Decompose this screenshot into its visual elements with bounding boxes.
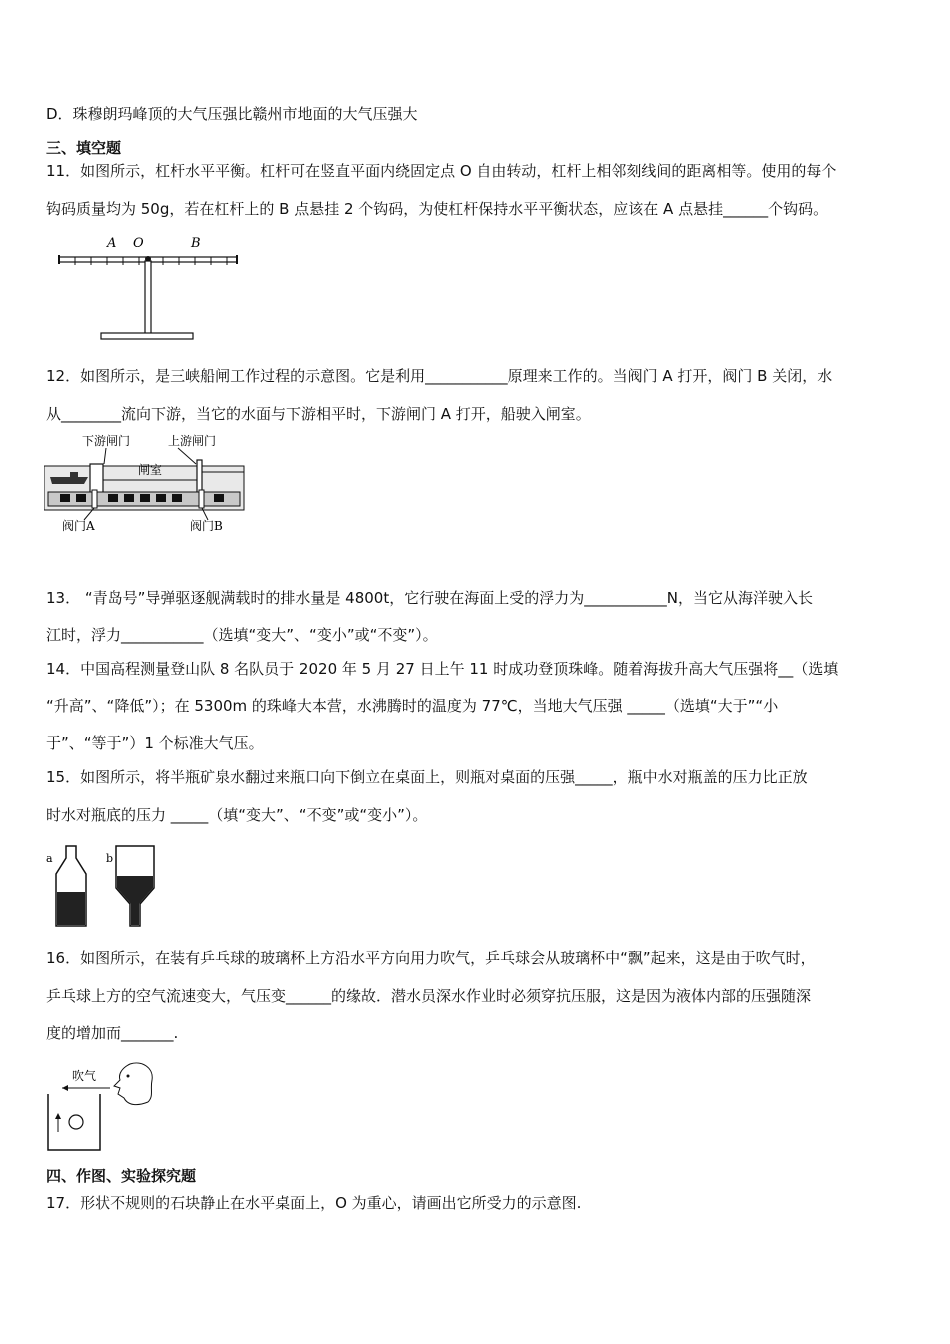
label-upstream-gate: 上游闸门 (168, 434, 217, 448)
valve-b (199, 490, 204, 508)
question-14-line-3: 于”、“等于”）1 个标准大气压。 (46, 734, 264, 752)
bottles-figure (46, 842, 166, 930)
question-16-line-3: 度的增加而_______. (46, 1024, 179, 1042)
section-3-heading: 三、填空题 (46, 139, 122, 157)
lever-label-o: O (133, 236, 144, 251)
label-downstream-gate: 下游闸门 (82, 434, 131, 448)
question-16-line-2: 乒乓球上方的空气流速变大，气压变______的缘故．潜水员深水作业时必须穿抗压服，这是因为液体内部的压强随深 (46, 987, 812, 1005)
question-14-line-2: “升高”、“降低”）；在 5300m 的珠峰大本营，水沸腾时的温度为 77℃，当地大气压强 _____（选填“大于”“小 (46, 697, 779, 715)
bottle-label-b: b (106, 852, 114, 865)
lever-stand (145, 261, 151, 335)
ping-pong-ball (69, 1115, 83, 1129)
ship-lock-figure (44, 430, 249, 540)
question-15-line-1: 15．如图所示，将半瓶矿泉水翻过来瓶口向下倒立在桌面上，则瓶对桌面的压强_____，瓶中水对瓶盖的压力比正放 (46, 768, 808, 786)
label-valve-b: 阀门B (190, 519, 223, 533)
question-14-line-1: 14．中国高程测量登山队 8 名队员于 2020 年 5 月 27 日上午 11 时成功登顶珠峰。随着海拔升高大气压强将__（选填 (46, 660, 839, 678)
question-12-line-2: 从________流向下游，当它的水面与下游相平时，下游闸门 A 打开，船驶入闸室。 (46, 405, 591, 423)
question-16-line-1: 16．如图所示，在装有乒乓球的玻璃杯上方沿水平方向用力吹气，乒乓球会从玻璃杯中“飘”起来，这是由于吹气时， (46, 949, 816, 967)
bottle-a-water (57, 892, 85, 925)
question-13-line-1: 13． “青岛号”导弹驱逐舰满载时的排水量是 4800t，它行驶在海面上受的浮力为___________N，当它从海洋驶入长 (46, 589, 813, 607)
label-valve-a: 阀门A (62, 519, 95, 533)
question-11-line-1: 11．如图所示，杠杆水平平衡。杠杆可在竖直平面内绕固定点 O 自由转动，杠杆上相邻刻线间的距离相等。使用的每个 (46, 162, 837, 180)
question-12-line-1: 12．如图所示，是三峡船闸工作过程的示意图。它是利用___________原理来工作的。当阀门 A 打开，阀门 B 关闭，水 (46, 367, 833, 385)
bottle-label-a: a (46, 852, 53, 865)
blowing-label: 吹气 (72, 1069, 97, 1083)
lever-base (101, 333, 193, 339)
question-15-line-2: 时水对瓶底的压力 _____（填“变大”、“不变”或“变小”）。 (46, 806, 428, 824)
label-chamber: 闸室 (138, 463, 163, 477)
option-d-line: D．珠穆朗玛峰顶的大气压强比赣州市地面的大气压强大 (46, 105, 418, 123)
question-11-line-2: 钩码质量均为 50g，若在杠杆上的 B 点悬挂 2 个钩码，为使杠杆保持水平平衡状态，应该在 A 点悬挂______个钩码。 (46, 200, 829, 218)
blowing-figure (44, 1058, 164, 1152)
section-4-heading: 四、作图、实验探究题 (46, 1167, 197, 1185)
lever-label-a: A (107, 236, 117, 251)
valve-a (92, 490, 97, 508)
question-17-line: 17．形状不规则的石块静止在水平桌面上，O 为重心，请画出它所受力的示意图. (46, 1194, 582, 1212)
question-13-line-2: 江时，浮力___________（选填“变大”、“变小”或“不变”）。 (46, 626, 438, 644)
lever-figure (55, 233, 245, 345)
bottle-b-water (117, 876, 153, 925)
lever-label-b: B (191, 236, 201, 251)
face-outline (114, 1063, 152, 1105)
